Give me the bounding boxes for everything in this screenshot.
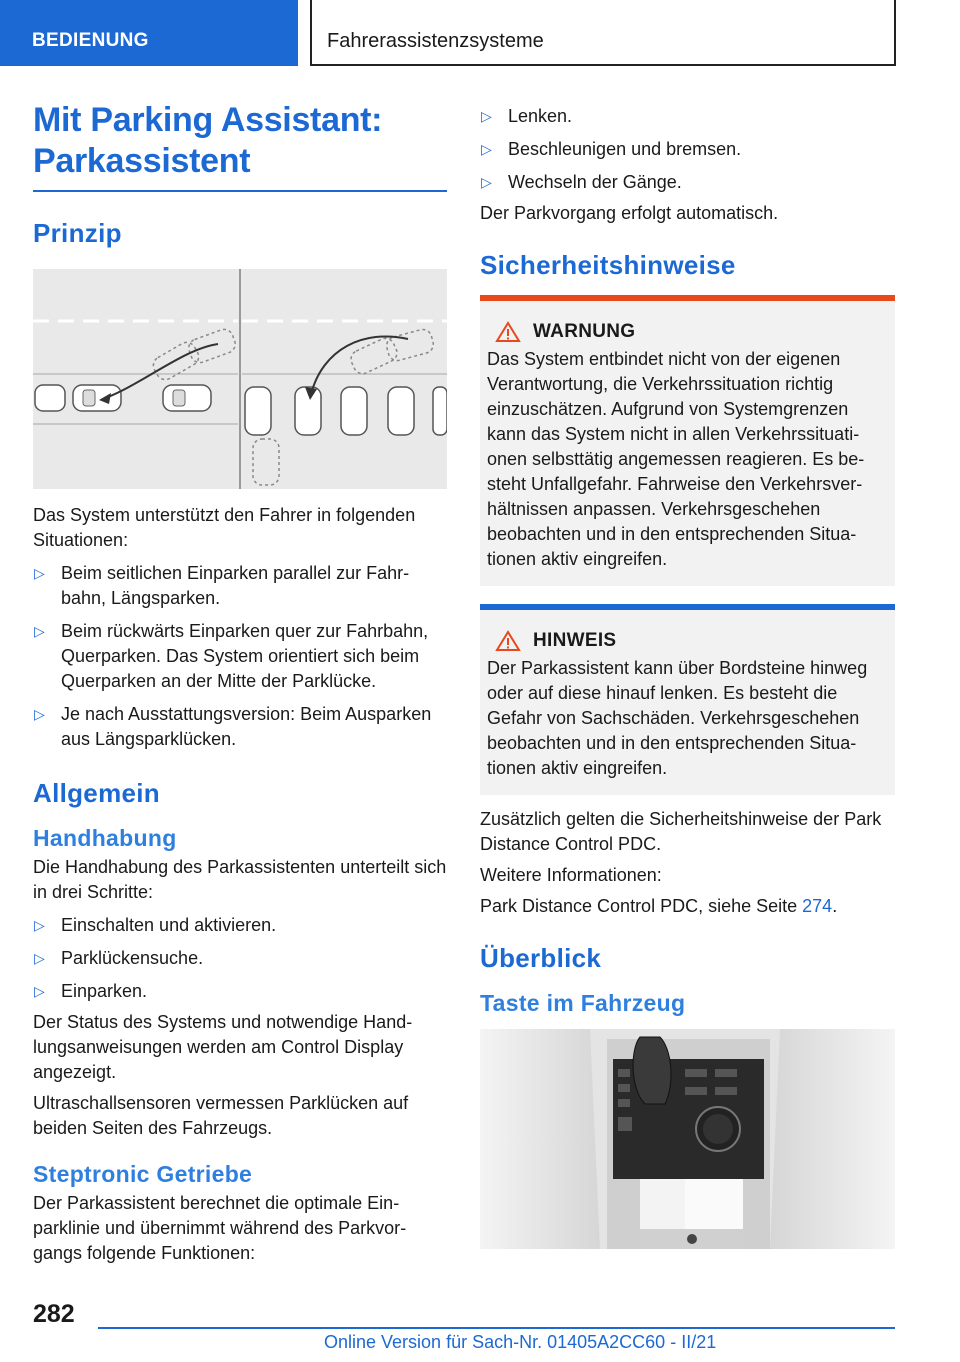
right-column: [480, 100, 895, 1249]
left-column: [33, 100, 447, 1266]
list-item: ▷ Lenken.: [480, 104, 895, 129]
parking-illustration: [33, 269, 447, 489]
title-line-1: Mit Parking Assistant:: [33, 101, 383, 139]
warning-triangle-icon: [495, 321, 521, 343]
heading-handhabung: Handhabung: [33, 825, 177, 851]
center-console-illustration: [480, 1029, 895, 1249]
triangle-bullet-icon: ▷: [34, 917, 45, 933]
page-link-274[interactable]: 274: [802, 896, 833, 916]
steptronic-text: Der Parkassistent berechnet die optimale Einparklinie und übernimmt während des Parkvorgangs folgende Funktionen:: [33, 1193, 407, 1263]
triangle-bullet-icon: ▷: [481, 141, 492, 157]
warning-triangle-icon: [495, 630, 521, 652]
note-box: [480, 604, 895, 795]
online-version-text: Online Version für Sach-Nr. 01405A2CC60 - II/21: [324, 1332, 717, 1352]
warning-box: [480, 295, 895, 586]
page-number: 282: [33, 1300, 75, 1328]
steps-list: [33, 913, 447, 1004]
list-item: ▷ Einparken.: [33, 979, 447, 1004]
list-item: ▷ Beschleunigen und bremsen.: [480, 137, 895, 162]
console-photo: [480, 1029, 895, 1249]
note-text: Der Parkassistent kann über Bordsteine hinweg oder auf diese hinauf lenken. Es besteht die Gefahr von Sachschäden. Verkehrsgeschehen beobachten und in den entsprechenden Situationen aktiv eingreifen.: [487, 658, 868, 778]
heading-sicherheitshinweise: Sicherheitshinweise: [480, 250, 736, 280]
list-item: ▷ Je nach Ausstattungsversion: Beim Ausparken aus Längsparklücken.: [34, 704, 432, 749]
list-item: ▷ Beim rückwärts Einparken quer zur Fahrbahn, Querparken. Das System orientiert sich beim Querparken an der Mitte der Parklücke.: [34, 621, 429, 691]
chapter-label: Fahrerassistenzsysteme: [310, 0, 896, 66]
list-item: ▷ Einschalten und aktivieren.: [33, 913, 447, 938]
situations-list: [33, 561, 447, 752]
triangle-bullet-icon: ▷: [481, 174, 492, 190]
warning-title: WARNUNG: [495, 321, 887, 343]
handhabung-text: Die Handhabung des Parkassistenten unterteilt sich in drei Schritte:: [33, 857, 447, 902]
ultrasonic-text: Ultraschallsensoren vermessen Parklücken auf beiden Seiten des Fahrzeugs.: [33, 1093, 409, 1138]
list-item: ▷ Beim seitlichen Einparken parallel zur Fahrbahn, Längsparken.: [34, 563, 410, 608]
triangle-bullet-icon: ▷: [34, 950, 45, 966]
more-info-label: Weitere Informationen:: [480, 865, 662, 885]
triangle-bullet-icon: ▷: [481, 108, 492, 124]
heading-prinzip: Prinzip: [33, 218, 122, 248]
note-title: HINWEIS: [495, 630, 887, 652]
pdc-reference: Park Distance Control PDC, siehe Seite 274.: [480, 896, 838, 916]
heading-allgemein: Allgemein: [33, 778, 160, 808]
auto-text: Der Parkvorgang erfolgt automatisch.: [480, 203, 779, 223]
heading-steptronic: Steptronic Getriebe: [33, 1161, 253, 1187]
warning-text: Das System entbindet nicht von der eigenen Verantwortung, die Verkehrssituation richtig einzuschätzen. Aufgrund von Systemgrenzen kann das System nicht in allen Verkehrssituationen selbsttätig angemessen reagieren. Es besteht Unfallgefahr. Fahrweise den Verkehrsverhältnissen anpassen. Verkehrsgeschehen beobachten und in den entsprechenden Situationen aktiv eingreifen.: [487, 349, 865, 569]
triangle-bullet-icon: ▷: [34, 623, 45, 639]
heading-ueberblick: Überblick: [480, 943, 602, 973]
heading-taste: Taste im Fahrzeug: [480, 990, 686, 1016]
triangle-bullet-icon: ▷: [34, 706, 45, 722]
section-label: BEDIENUNG: [0, 0, 298, 66]
list-item: ▷ Parklückensuche.: [33, 946, 447, 971]
intro-text: Das System unterstützt den Fahrer in folgenden Situationen:: [33, 505, 416, 550]
page-header: [0, 0, 960, 66]
page-title: [33, 100, 447, 192]
functions-list: [480, 104, 895, 195]
triangle-bullet-icon: ▷: [34, 565, 45, 581]
additional-text: Zusätzlich gelten die Sicherheitshinweise der Park Distance Control PDC.: [480, 809, 882, 854]
list-item: ▷ Wechseln der Gänge.: [480, 170, 895, 195]
title-line-2: Parkassistent: [33, 142, 251, 180]
footer-divider: [98, 1327, 895, 1329]
triangle-bullet-icon: ▷: [34, 983, 45, 999]
status-text: Der Status des Systems und notwendige Handlungsanweisungen werden am Control Display angezeigt.: [33, 1012, 413, 1082]
parking-diagram: [33, 269, 447, 489]
